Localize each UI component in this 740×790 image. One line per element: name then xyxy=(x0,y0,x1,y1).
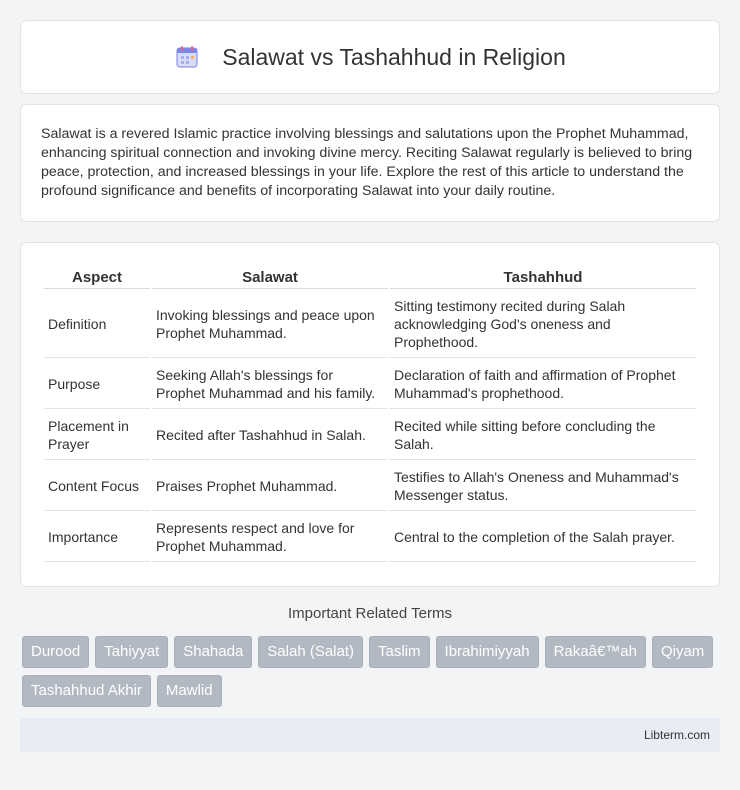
header-aspect: Aspect xyxy=(44,265,150,289)
footer-site-link[interactable]: Libterm.com xyxy=(643,728,710,742)
related-term-tag[interactable]: Rakaâ€™ah xyxy=(545,636,646,668)
related-term-tag[interactable]: Durood xyxy=(22,636,89,668)
intro-card xyxy=(20,104,720,222)
cell-aspect: Definition xyxy=(44,291,150,358)
related-term-tag[interactable]: Ibrahimiyyah xyxy=(436,636,539,668)
related-term-tag[interactable]: Qiyam xyxy=(652,636,713,668)
table-header-row xyxy=(44,265,696,289)
table-row xyxy=(44,462,696,511)
table-row xyxy=(44,291,696,358)
table-row xyxy=(44,513,696,562)
cell-salawat: Recited after Tashahhud in Salah. xyxy=(152,411,388,460)
cell-aspect: Placement in Prayer xyxy=(44,411,150,460)
cell-salawat: Praises Prophet Muhammad. xyxy=(152,462,388,511)
related-term-tag[interactable]: Mawlid xyxy=(157,675,222,707)
calendar-icon xyxy=(174,44,200,70)
header-card xyxy=(20,20,720,94)
page-title: Salawat vs Tashahhud in Religion xyxy=(222,43,566,70)
related-term-tag[interactable]: Tashahhud Akhir xyxy=(22,675,151,707)
cell-tashahhud: Testifies to Allah's Oneness and Muhammad's Messenger status. xyxy=(390,462,696,511)
cell-tashahhud: Sitting testimony recited during Salah acknowledging God's oneness and Prophethood. xyxy=(390,291,696,358)
cell-salawat: Seeking Allah's blessings for Prophet Muhammad and his family. xyxy=(152,360,388,409)
related-terms-list xyxy=(20,636,720,707)
related-term-tag[interactable]: Tahiyyat xyxy=(95,636,168,668)
cell-aspect: Importance xyxy=(44,513,150,562)
footer xyxy=(20,718,720,752)
header-salawat: Salawat xyxy=(152,265,388,289)
comparison-table xyxy=(42,263,698,564)
cell-salawat: Invoking blessings and peace upon Prophet Muhammad. xyxy=(152,291,388,358)
header-tashahhud: Tashahhud xyxy=(390,265,696,289)
cell-salawat: Represents respect and love for Prophet Muhammad. xyxy=(152,513,388,562)
intro-text: Salawat is a revered Islamic practice involving blessings and salutations upon the Prophet Muhammad, enhancing spiritual connection and invoking divine mercy. Reciting Salawat regularly is believed to bring peace, protection, and increased blessings in your life. Explore the rest of this article to understand the profound significance and benefits of incorporating Salawat into your daily routine. xyxy=(41,126,693,199)
table-row xyxy=(44,411,696,460)
related-term-tag[interactable]: Taslim xyxy=(369,636,430,668)
comparison-table-card xyxy=(20,242,720,587)
related-term-tag[interactable]: Shahada xyxy=(174,636,252,668)
cell-tashahhud: Declaration of faith and affirmation of Prophet Muhammad's prophethood. xyxy=(390,360,696,409)
related-term-tag[interactable]: Salah (Salat) xyxy=(258,636,363,668)
cell-tashahhud: Recited while sitting before concluding the Salah. xyxy=(390,411,696,460)
cell-aspect: Content Focus xyxy=(44,462,150,511)
related-terms-title: Important Related Terms xyxy=(288,605,452,622)
table-row xyxy=(44,360,696,409)
cell-aspect: Purpose xyxy=(44,360,150,409)
cell-tashahhud: Central to the completion of the Salah prayer. xyxy=(390,513,696,562)
